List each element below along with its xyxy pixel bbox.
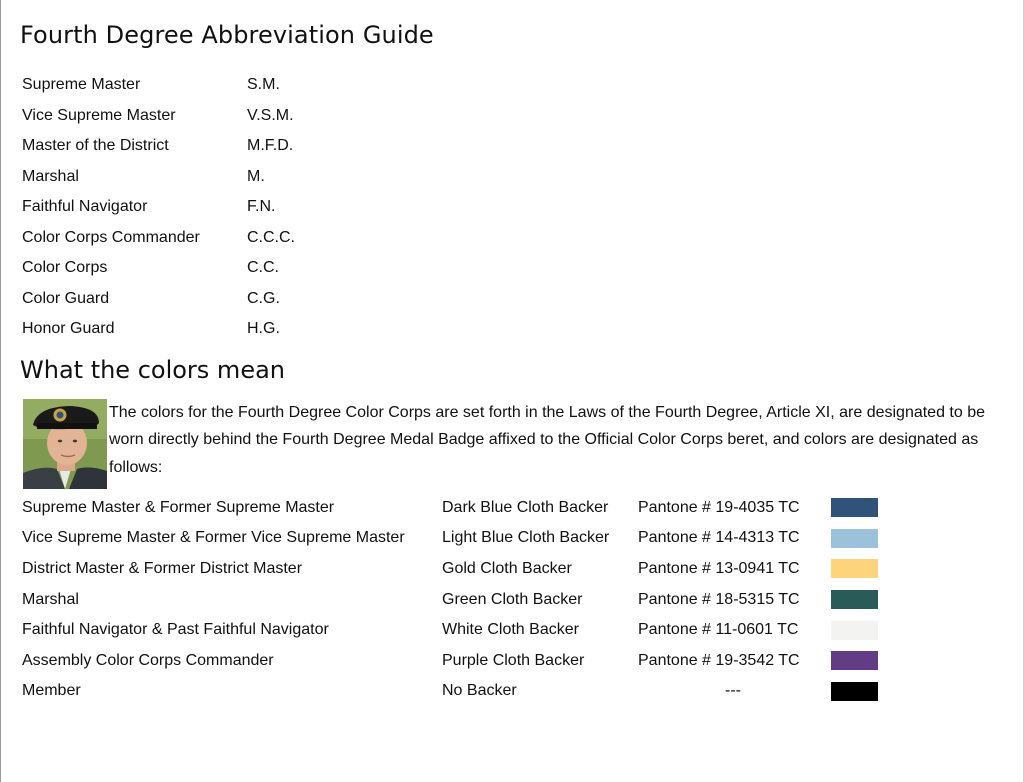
color-backer: Light Blue Cloth Backer xyxy=(442,529,610,547)
color-role: Vice Supreme Master & Former Vice Supreme Master xyxy=(22,529,405,547)
table-row xyxy=(20,162,295,193)
role-name: Supreme Master xyxy=(22,76,141,94)
role-abbreviation: C.C.C. xyxy=(247,228,295,246)
color-backer: Gold Cloth Backer xyxy=(442,559,572,577)
color-swatch xyxy=(831,651,878,670)
pantone-code: Pantone # 11-0601 TC xyxy=(638,621,799,639)
table-row xyxy=(20,70,295,101)
document-content xyxy=(20,18,1010,707)
color-backer: No Backer xyxy=(442,682,517,700)
table-row xyxy=(20,192,295,223)
color-swatch xyxy=(831,621,878,640)
pantone-code: Pantone # 19-3542 TC xyxy=(638,651,800,669)
pantone-code: Pantone # 13-0941 TC xyxy=(638,559,800,577)
color-swatch xyxy=(831,498,878,517)
role-abbreviation: M. xyxy=(247,167,265,185)
color-role: District Master & Former District Master xyxy=(22,559,303,577)
table-row xyxy=(20,584,891,615)
color-backer: Purple Cloth Backer xyxy=(442,651,585,669)
pantone-code: Pantone # 18-5315 TC xyxy=(638,590,800,608)
pantone-code: --- xyxy=(725,682,741,700)
color-role: Assembly Color Corps Commander xyxy=(22,651,274,669)
abbreviation-guide-title: Fourth Degree Abbreviation Guide xyxy=(20,21,434,49)
role-name: Faithful Navigator xyxy=(22,198,148,216)
table-row xyxy=(20,101,295,132)
role-abbreviation: S.M. xyxy=(247,76,280,94)
page-frame-left xyxy=(0,0,1,782)
colors-intro-text: The colors for the Fourth Degree Color Corps are set forth in the Laws of the Fourth Degree, Article XI, are designated to be worn directly behind the Fourth Degree Medal Badge affixed to the Official Color Corps beret, and colors are designated as follows: xyxy=(109,403,986,476)
color-backer: White Cloth Backer xyxy=(442,621,579,639)
role-abbreviation: H.G. xyxy=(247,320,280,338)
color-swatch xyxy=(831,559,878,578)
role-abbreviation: M.F.D. xyxy=(247,137,294,155)
color-swatch xyxy=(831,529,878,548)
colors-intro xyxy=(20,399,1010,491)
color-swatch xyxy=(831,682,878,701)
role-name: Marshal xyxy=(22,167,79,185)
table-row xyxy=(20,493,891,524)
table-row xyxy=(20,676,891,707)
role-abbreviation: C.C. xyxy=(247,259,279,277)
role-name: Vice Supreme Master xyxy=(22,106,176,124)
role-name: Master of the District xyxy=(22,137,169,155)
role-abbreviation: V.S.M. xyxy=(247,106,294,124)
color-role: Faithful Navigator & Past Faithful Navigator xyxy=(22,621,329,639)
colors-section-title: What the colors mean xyxy=(20,355,285,384)
color-role: Member xyxy=(22,682,81,700)
table-row xyxy=(20,554,891,585)
role-abbreviation: C.G. xyxy=(247,289,280,307)
table-row xyxy=(20,131,295,162)
colors-table xyxy=(20,493,891,707)
pantone-code: Pantone # 14-4313 TC xyxy=(638,529,800,547)
table-row xyxy=(20,284,295,315)
table-row xyxy=(20,615,891,646)
table-row xyxy=(20,523,891,554)
pantone-code: Pantone # 19-4035 TC xyxy=(638,498,800,516)
role-name: Color Corps Commander xyxy=(22,228,200,246)
color-role: Supreme Master & Former Supreme Master xyxy=(22,498,335,516)
color-corps-member-photo xyxy=(23,399,107,489)
color-backer: Dark Blue Cloth Backer xyxy=(442,498,609,516)
table-row xyxy=(20,253,295,284)
table-row xyxy=(20,223,295,254)
color-role: Marshal xyxy=(22,590,79,608)
color-swatch xyxy=(831,590,878,609)
role-abbreviation: F.N. xyxy=(247,198,276,216)
role-name: Color Corps xyxy=(22,259,108,277)
table-row xyxy=(20,314,295,345)
abbreviation-table xyxy=(20,70,295,345)
color-backer: Green Cloth Backer xyxy=(442,590,583,608)
role-name: Honor Guard xyxy=(22,320,115,338)
role-name: Color Guard xyxy=(22,289,110,307)
table-row xyxy=(20,645,891,676)
